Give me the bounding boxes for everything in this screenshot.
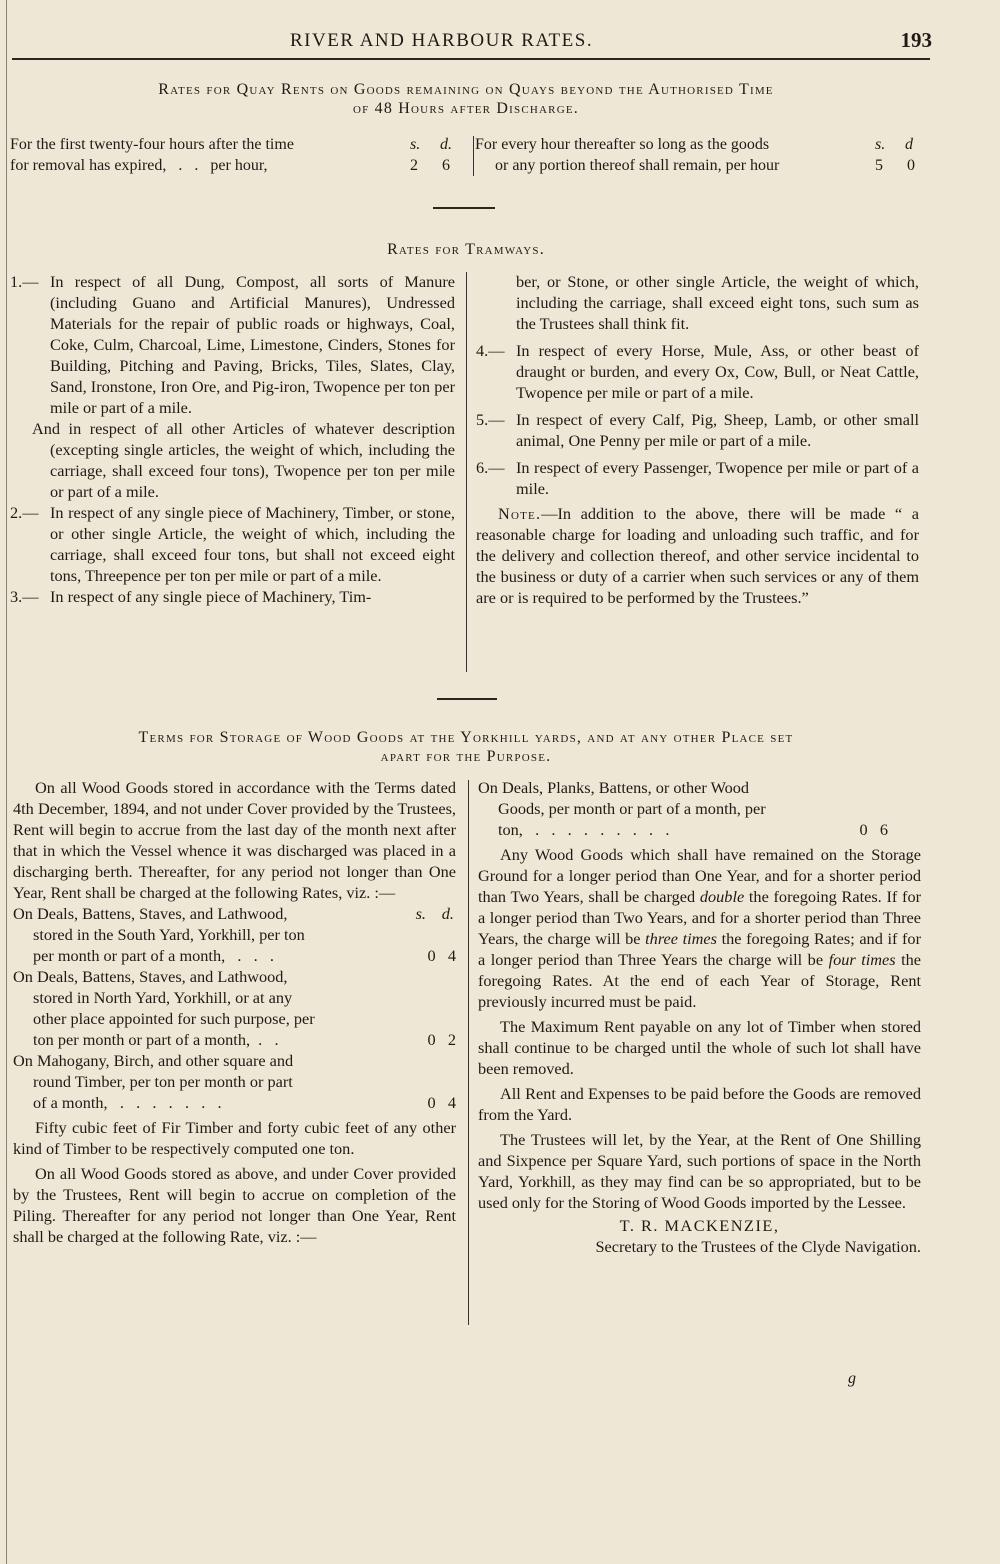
column-divider — [466, 272, 467, 672]
storage-rate-3: On Mahogany, Birch, and other square and round Timber, per ton per month or part of a month, . . . . . . . 0 4 — [13, 1051, 456, 1112]
section-rule — [437, 698, 497, 700]
running-title: RIVER AND HARBOUR RATES. — [290, 30, 594, 51]
running-header — [0, 30, 1000, 54]
tramway-item-3: 3.— In respect of any single piece of Machinery, Tim- — [10, 587, 372, 606]
tramway-item-2: 2.— In respect of any single piece of Machinery, Timber, or stone, or other single Article, the weight of which, including the carriage, shall exceed four tons, but shall not exceed eight tons, Threepence per ton per mile or part of a mile. — [10, 503, 455, 585]
tramways-right-column — [476, 271, 919, 608]
storage-para-5: The Maximum Rent payable on any lot of Timber when stored shall continue to be charged until the whole of such lot shall have been removed. — [478, 1017, 921, 1078]
storage-heading: Terms for Storage of Wood Goods at the Yorkhill yards, and at any other Place set apart for the Purpose. — [138, 729, 794, 765]
column-divider — [468, 780, 469, 1325]
signature-name: T. R. MACKENZIE, — [619, 1216, 780, 1235]
tramway-note: Note.—In addition to the above, there will be made “ a reasonable charge for loading and unloading such traffic, and for the delivery and collection thereof, and other service incidental to the business or duty of a carrier when such services or any of them are or is required to be performed by the Trustees.” — [476, 504, 919, 607]
column-divider — [473, 136, 474, 176]
page-number: 193 — [900, 28, 932, 52]
tramway-item-1: 1.— In respect of all Dung, Compost, all sorts of Manure (including Guano and Artificial Manures), Undressed Materials for the repair of public roads or highways, Coal, Coke, Culm, Charcoal, Lime, Limestone, Cinders, Stones for Building, Pitching and Paving, Bricks, Tiles, Slates, Clay, Sand, Ironstone, Iron Ore, and Pig-iron, Twopence per ton per mile or part of a mile. — [10, 272, 455, 417]
tramways-heading: Rates for Tramways. — [387, 241, 545, 258]
tramways-left-column — [10, 271, 455, 607]
storage-para-1: On all Wood Goods stored in accordance with the Terms dated 4th December, 1894, and not under Cover provided by the Trustees, Rent will begin to accrue from the last day of the month next after that in which the Vessel whence it was discharged was placed in a discharging berth. Thereafter, for any period not longer than One Year, Rent shall be charged at the following Rates, viz. :— — [13, 778, 456, 902]
header-rule — [12, 58, 930, 60]
tramway-item-6: 6.— In respect of every Passenger, Twopence per mile or part of a mile. — [476, 458, 919, 498]
quay-heading: Rates for Quay Rents on Goods remaining on Quays beyond the Authorised Time of 48 Hours after Discharge. — [158, 81, 774, 117]
tramway-item-1b: And in respect of all other Articles of whatever description (excepting single articles, the weight of which, including the carriage, shall exceed four tons), Twopence per ton per mile or part of a mile. — [32, 419, 455, 501]
tramway-item-5: 5.— In respect of every Calf, Pig, Sheep, Lamb, or other small animal, One Penny per mile or part of a mile. — [476, 410, 919, 450]
signature-title: Secretary to the Trustees of the Clyde Navigation. — [595, 1237, 921, 1256]
section-rule — [433, 207, 495, 209]
storage-para-4: Any Wood Goods which shall have remained on the Storage Ground for a longer period than One Year, and for a shorter period than Two Years, shall be charged double the foregoing Rates. If for a longer period than Two Years, and for a shorter period than Three Years, the charge will be three times the foregoing Rates; and if for a longer period than Three Years the charge will be four times the foregoing Rates. At the end of each Year of Storage, Rent previously incurred must be paid. — [478, 845, 922, 1011]
quay-rates — [10, 134, 925, 178]
storage-para-6: All Rent and Expenses to be paid before the Goods are removed from the Yard. — [478, 1084, 921, 1124]
tramway-item-4: 4.— In respect of every Horse, Mule, Ass, or other beast of draught or burden, and every Ox, Cow, Bull, or Neat Cattle, Twopence per mile or part of a mile. — [476, 341, 919, 402]
signature-mark: g — [848, 1370, 856, 1387]
storage-para-2: Fifty cubic feet of Fir Timber and forty cubic feet of any other kind of Timber to be respectively computed one ton. — [13, 1118, 456, 1158]
storage-rate-4: On Deals, Planks, Battens, or other Wood Goods, per month or part of a month, per ton, . . . . . . . . . 0 6 — [478, 778, 888, 839]
storage-right-column — [478, 777, 921, 1257]
storage-rate-2: On Deals, Battens, Staves, and Lathwood, stored in North Yard, Yorkhill, or at any other place appointed for such purpose, per ton per month or part of a month, . . 0 2 — [13, 967, 456, 1049]
binding-edge — [6, 0, 7, 1564]
tramway-item-3-continued: ber, or Stone, or other single Article, the weight of which, including the carriage, shall exceed eight tons, such sum as the Trustees shall think fit. — [516, 272, 919, 333]
storage-rate-1: On Deals, Battens, Staves, and Lathwood, s. d. stored in the South Yard, Yorkhill, per ton per month or part of a month, . . . 0 4 — [13, 904, 456, 965]
quay-rate-right: For every hour thereafter so long as the goods s. d or any portion thereof shall remain, per hour 5 0 — [475, 136, 915, 174]
storage-left-column — [13, 777, 456, 1247]
storage-para-7: The Trustees will let, by the Year, at the Rent of One Shilling and Sixpence per Square Yard, such portions of space in the North Yard, Yorkhill, as they may find can be so appropriated, but to be used only for the Storing of Wood Goods imported by the Lessee. — [478, 1130, 921, 1212]
quay-rate-left: For the first twenty-four hours after the time s. d. for removal has expired, . . per hour, 2 6 — [10, 136, 452, 174]
storage-para-3: On all Wood Goods stored as above, and under Cover provided by the Trustees, Rent will begin to accrue on completion of the Piling. Thereafter for any period not longer than One Year, Rent shall be charged at the following Rate, viz. :— — [13, 1164, 456, 1246]
